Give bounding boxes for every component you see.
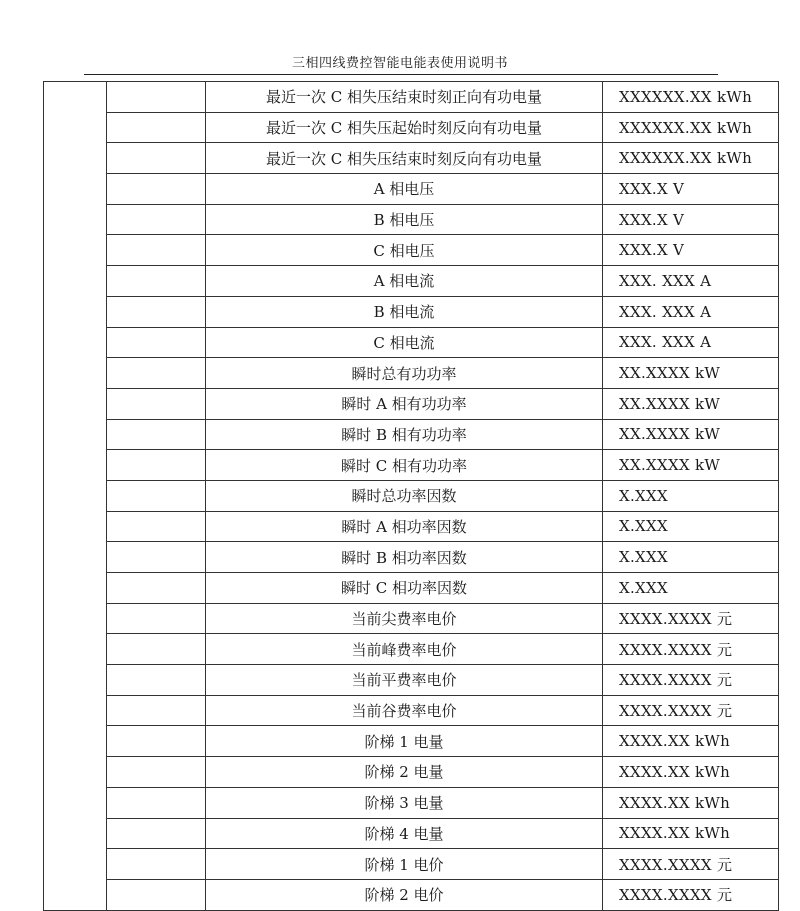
- item-name-cell: 阶梯 2 电价: [206, 879, 603, 910]
- code-cell: [107, 480, 206, 511]
- item-name-cell: 瞬时总有功功率: [206, 358, 603, 389]
- code-cell: [107, 757, 206, 788]
- format-cell: XXX. XXX A: [603, 296, 779, 327]
- table-row: [44, 327, 779, 358]
- format-cell: XXXXXX.XX kWh: [603, 82, 779, 113]
- format-cell: XXXX.XXXX 元: [603, 849, 779, 880]
- format-cell: XXXX.XX kWh: [603, 818, 779, 849]
- item-name-cell: 当前谷费率电价: [206, 695, 603, 726]
- format-cell: XXX.X V: [603, 235, 779, 266]
- table-row: [44, 542, 779, 573]
- item-name-cell: A 相电压: [206, 174, 603, 205]
- table-row: [44, 849, 779, 880]
- item-name-cell: B 相电压: [206, 204, 603, 235]
- table-row: [44, 757, 779, 788]
- table-row: [44, 296, 779, 327]
- item-name-cell: 当前峰费率电价: [206, 634, 603, 665]
- code-cell: [107, 296, 206, 327]
- item-name-cell: C 相电流: [206, 327, 603, 358]
- table-body: [44, 82, 779, 911]
- table-row: [44, 174, 779, 205]
- item-name-cell: 最近一次 C 相失压起始时刻反向有功电量: [206, 112, 603, 143]
- display-items-table: [43, 81, 779, 911]
- item-name-cell: B 相电流: [206, 296, 603, 327]
- format-cell: XXXX.XX kWh: [603, 757, 779, 788]
- table-row: [44, 480, 779, 511]
- code-cell: [107, 204, 206, 235]
- format-cell: XXXXXX.XX kWh: [603, 112, 779, 143]
- code-cell: [107, 603, 206, 634]
- table-row: [44, 695, 779, 726]
- item-name-cell: 最近一次 C 相失压结束时刻正向有功电量: [206, 82, 603, 113]
- format-cell: X.XXX: [603, 511, 779, 542]
- code-cell: [107, 787, 206, 818]
- table-row: [44, 419, 779, 450]
- item-name-cell: 瞬时 C 相有功功率: [206, 450, 603, 481]
- table-row: [44, 787, 779, 818]
- code-cell: [107, 266, 206, 297]
- table-row: [44, 235, 779, 266]
- merged-category-cell: [44, 82, 107, 911]
- code-cell: [107, 634, 206, 665]
- format-cell: XXX.X V: [603, 174, 779, 205]
- item-name-cell: 最近一次 C 相失压结束时刻反向有功电量: [206, 143, 603, 174]
- code-cell: [107, 358, 206, 389]
- code-cell: [107, 419, 206, 450]
- code-cell: [107, 542, 206, 573]
- format-cell: X.XXX: [603, 542, 779, 573]
- header-rule: [84, 74, 718, 75]
- table-row: [44, 818, 779, 849]
- item-name-cell: 瞬时总功率因数: [206, 480, 603, 511]
- format-cell: XXXX.XXXX 元: [603, 879, 779, 910]
- code-cell: [107, 112, 206, 143]
- item-name-cell: 阶梯 1 电量: [206, 726, 603, 757]
- format-cell: XXXXXX.XX kWh: [603, 143, 779, 174]
- code-cell: [107, 818, 206, 849]
- table-row: [44, 879, 779, 910]
- code-cell: [107, 235, 206, 266]
- code-cell: [107, 82, 206, 113]
- table-row: [44, 450, 779, 481]
- item-name-cell: 瞬时 B 相功率因数: [206, 542, 603, 573]
- code-cell: [107, 695, 206, 726]
- table-row: [44, 82, 779, 113]
- format-cell: X.XXX: [603, 573, 779, 604]
- code-cell: [107, 726, 206, 757]
- table-row: [44, 112, 779, 143]
- code-cell: [107, 849, 206, 880]
- code-cell: [107, 174, 206, 205]
- item-name-cell: 瞬时 A 相功率因数: [206, 511, 603, 542]
- table-row: [44, 143, 779, 174]
- table-row: [44, 665, 779, 696]
- table-row: [44, 726, 779, 757]
- format-cell: XXXX.XXXX 元: [603, 634, 779, 665]
- format-cell: XXXX.XXXX 元: [603, 695, 779, 726]
- format-cell: XXXX.XX kWh: [603, 787, 779, 818]
- format-cell: XX.XXXX kW: [603, 388, 779, 419]
- table-row: [44, 511, 779, 542]
- code-cell: [107, 511, 206, 542]
- table-row: [44, 388, 779, 419]
- format-cell: XXXX.XXXX 元: [603, 603, 779, 634]
- table-row: [44, 634, 779, 665]
- item-name-cell: 阶梯 4 电量: [206, 818, 603, 849]
- format-cell: XXX. XXX A: [603, 266, 779, 297]
- table-row: [44, 266, 779, 297]
- format-cell: XXX.X V: [603, 204, 779, 235]
- format-cell: XXX. XXX A: [603, 327, 779, 358]
- item-name-cell: 阶梯 1 电价: [206, 849, 603, 880]
- format-cell: XXXX.XX kWh: [603, 726, 779, 757]
- item-name-cell: 当前平费率电价: [206, 665, 603, 696]
- item-name-cell: 阶梯 3 电量: [206, 787, 603, 818]
- table-row: [44, 204, 779, 235]
- item-name-cell: 瞬时 B 相有功功率: [206, 419, 603, 450]
- document-header-title: 三相四线费控智能电能表使用说明书: [291, 56, 508, 71]
- code-cell: [107, 665, 206, 696]
- code-cell: [107, 450, 206, 481]
- code-cell: [107, 327, 206, 358]
- item-name-cell: 当前尖费率电价: [206, 603, 603, 634]
- item-name-cell: A 相电流: [206, 266, 603, 297]
- item-name-cell: 瞬时 C 相功率因数: [206, 573, 603, 604]
- item-name-cell: 瞬时 A 相有功功率: [206, 388, 603, 419]
- format-cell: XX.XXXX kW: [603, 358, 779, 389]
- item-name-cell: 阶梯 2 电量: [206, 757, 603, 788]
- format-cell: XXXX.XXXX 元: [603, 665, 779, 696]
- table-row: [44, 358, 779, 389]
- format-cell: XX.XXXX kW: [603, 450, 779, 481]
- format-cell: XX.XXXX kW: [603, 419, 779, 450]
- item-name-cell: C 相电压: [206, 235, 603, 266]
- format-cell: X.XXX: [603, 480, 779, 511]
- code-cell: [107, 388, 206, 419]
- table-row: [44, 603, 779, 634]
- code-cell: [107, 143, 206, 174]
- code-cell: [107, 879, 206, 910]
- table-row: [44, 573, 779, 604]
- code-cell: [107, 573, 206, 604]
